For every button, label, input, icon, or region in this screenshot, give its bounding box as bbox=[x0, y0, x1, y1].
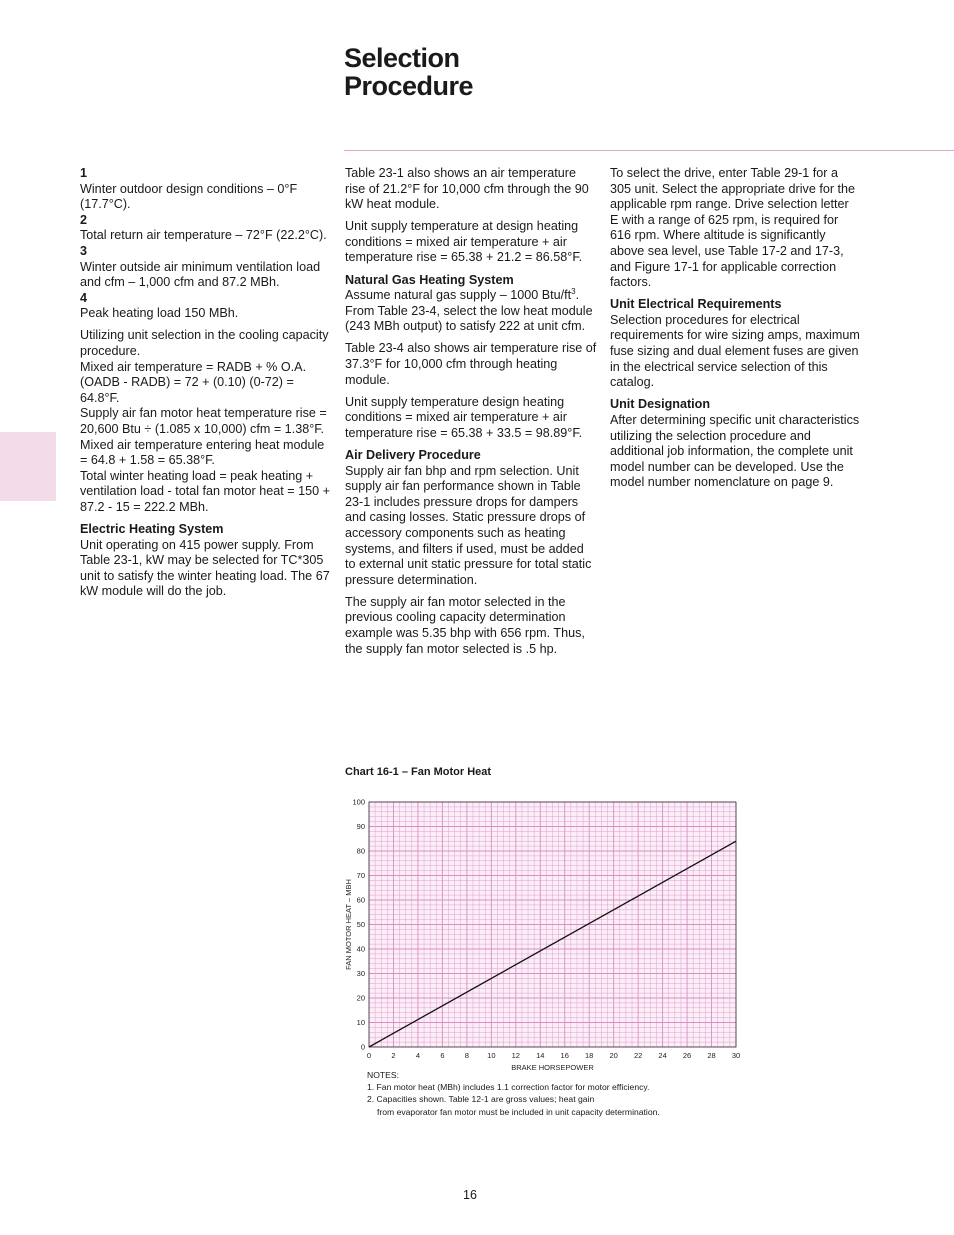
note-1: 1. Fan motor heat (MBh) includes 1.1 correction factor for motor efficiency. bbox=[367, 1082, 650, 1093]
paragraph: Table 23-1 also shows an air temperature rise of 21.2°F for 10,000 cfm through the 90 kW heat module. bbox=[345, 166, 589, 212]
y-tick-label: 20 bbox=[356, 993, 365, 1003]
title-line-2: Procedure bbox=[344, 71, 474, 101]
step-text: Winter outside air minimum ventilation load and cfm – 1,000 cfm and 87.2 MBh. bbox=[80, 259, 321, 290]
superscript: 3 bbox=[571, 286, 576, 296]
paragraph: . From Table 23-4, select the low heat module (243 MBh output) to satisfy 222 at unit cfm. bbox=[345, 288, 593, 334]
header-divider bbox=[344, 150, 954, 151]
section-heading: Electric Heating System bbox=[80, 522, 224, 537]
step-text: Winter outdoor design conditions – 0°F (17.7°C). bbox=[80, 181, 298, 212]
notes-heading: NOTES: bbox=[367, 1070, 399, 1080]
section-heading: Air Delivery Procedure bbox=[345, 448, 481, 462]
paragraph: Supply air fan motor heat temperature rise = 20,600 Btu ÷ (1.085 x 10,000) cfm = 1.38°F. bbox=[80, 406, 327, 436]
y-tick-label: 10 bbox=[356, 1018, 365, 1027]
y-tick-label: 70 bbox=[356, 871, 365, 880]
y-tick-label: 60 bbox=[356, 895, 365, 905]
x-tick-label: 6 bbox=[440, 1051, 445, 1060]
section-tab bbox=[0, 432, 56, 501]
paragraph: To select the drive, enter Table 29-1 for a 305 unit. Select the appropriate drive for the applicable rpm range. Drive selection letter E with a range of 625 rpm, is required for 616 rpm. Where altitude is significantly above sea level, use Table 17-2 and 17-3, and Figure 17-1 for applicable correction factors. bbox=[610, 166, 856, 290]
step-text: Total return air temperature – 72°F (22.2°C). bbox=[80, 228, 327, 243]
paragraph: After determining specific unit characteristics utilizing the selection procedure and additional job information, the complete unit model number can be developed. Use the model number nomenclature on page 9. bbox=[610, 412, 860, 490]
paragraph: Table 23-4 also shows air temperature rise of 37.3°F for 10,000 cfm through heating module. bbox=[345, 341, 597, 387]
x-tick-label: 10 bbox=[487, 1051, 496, 1060]
x-tick-label: 4 bbox=[415, 1051, 421, 1060]
paragraph: Assume natural gas supply – 1000 Btu/ft bbox=[345, 288, 572, 303]
column-left bbox=[80, 166, 330, 607]
paragraph: Unit supply temperature design heating conditions = mixed air temperature + air temperature rise = 65.38 + 33.5 = 98.89°F. bbox=[345, 394, 583, 440]
x-tick-label: 20 bbox=[609, 1051, 618, 1060]
x-tick-label: 18 bbox=[585, 1051, 594, 1060]
paragraph: Mixed air temperature = RADB + % O.A. (OADB - RADB) = 72 + (0.10) (0-72) = 64.8°F. bbox=[80, 359, 307, 405]
paragraph: Unit operating on 415 power supply. From Table 23-1, kW may be selected for TC*305 unit to satisfy the winter heating load. The 67 kW module will do the job. bbox=[80, 537, 330, 599]
paragraph: Mixed air temperature entering heat module = 64.8 + 1.58 = 65.38°F. bbox=[80, 437, 325, 468]
x-tick-label: 8 bbox=[464, 1051, 469, 1060]
column-right bbox=[610, 166, 860, 497]
step-text: Peak heating load 150 MBh. bbox=[80, 306, 239, 321]
chart-title: Chart 16-1 – Fan Motor Heat bbox=[345, 766, 492, 778]
section-heading: Natural Gas Heating System bbox=[345, 272, 514, 287]
section-heading: Unit Designation bbox=[610, 397, 711, 412]
x-tick-label: 26 bbox=[682, 1051, 692, 1060]
paragraph: Unit supply temperature at design heating conditions = mixed air temperature + air temperature rise = 65.38 + 21.2 = 86.58°F. bbox=[345, 219, 583, 265]
title-line-1: Selection bbox=[344, 43, 460, 73]
page-number: 16 bbox=[463, 1188, 477, 1202]
column-middle bbox=[345, 166, 597, 664]
y-tick-label: 100 bbox=[352, 797, 365, 807]
page-title bbox=[344, 44, 473, 100]
paragraph: Total winter heating load = peak heating + ventilation load - total fan motor heat = 150 + 87.2 - 15 = 222.2 MBh. bbox=[80, 468, 330, 514]
chart-notes bbox=[367, 1069, 660, 1118]
y-axis-label: FAN MOTOR HEAT – MBH bbox=[344, 879, 353, 970]
step-number: 2 bbox=[80, 212, 88, 227]
paragraph: Supply air fan bhp and rpm selection. Unit supply air fan performance shown in Table 23-1 includes pressure drops for dampers and casing losses. Static pressure drops of accessory components such as heating systems, and filters if used, must be added to external unit static pressure for total static pressure determination. bbox=[345, 463, 592, 587]
paragraph: The supply air fan motor selected in the previous cooling capacity determination example was 5.35 bhp with 656 rpm. Thus, the supply fan motor selected is .5 hp. bbox=[345, 594, 585, 656]
x-tick-label: 28 bbox=[707, 1051, 716, 1060]
y-tick-label: 0 bbox=[360, 1042, 365, 1052]
x-tick-label: 0 bbox=[366, 1051, 372, 1060]
x-tick-label: 12 bbox=[511, 1051, 520, 1060]
x-tick-label: 22 bbox=[633, 1051, 643, 1060]
paragraph: Selection procedures for electrical requirements for wire sizing amps, maximum fuse sizing and dual element fuses are given in the electrical service selection of this catalog. bbox=[610, 312, 860, 390]
y-tick-label: 90 bbox=[356, 822, 365, 831]
x-tick-label: 24 bbox=[658, 1051, 667, 1060]
step-number: 4 bbox=[80, 290, 88, 305]
fan-motor-heat-chart bbox=[340, 790, 750, 1075]
y-tick-label: 50 bbox=[356, 920, 365, 929]
x-tick-label: 2 bbox=[391, 1051, 396, 1060]
paragraph: Utilizing unit selection in the cooling capacity procedure. bbox=[80, 328, 329, 359]
section-heading: Unit Electrical Requirements bbox=[610, 297, 782, 312]
y-tick-label: 80 bbox=[356, 846, 365, 856]
note-2-continued: from evaporator fan motor must be included in unit capacity determination. bbox=[377, 1106, 660, 1117]
y-tick-label: 40 bbox=[356, 944, 365, 954]
note-2: 2. Capacities shown. Table 12-1 are gross values; heat gain bbox=[367, 1094, 595, 1105]
x-tick-label: 14 bbox=[536, 1051, 545, 1060]
step-number: 1 bbox=[80, 166, 88, 180]
step-number: 3 bbox=[80, 243, 88, 258]
x-tick-label: 30 bbox=[731, 1051, 741, 1060]
y-tick-label: 30 bbox=[356, 969, 365, 978]
x-tick-label: 16 bbox=[560, 1051, 569, 1060]
x-axis-label: BRAKE HORSEPOWER bbox=[511, 1063, 594, 1072]
